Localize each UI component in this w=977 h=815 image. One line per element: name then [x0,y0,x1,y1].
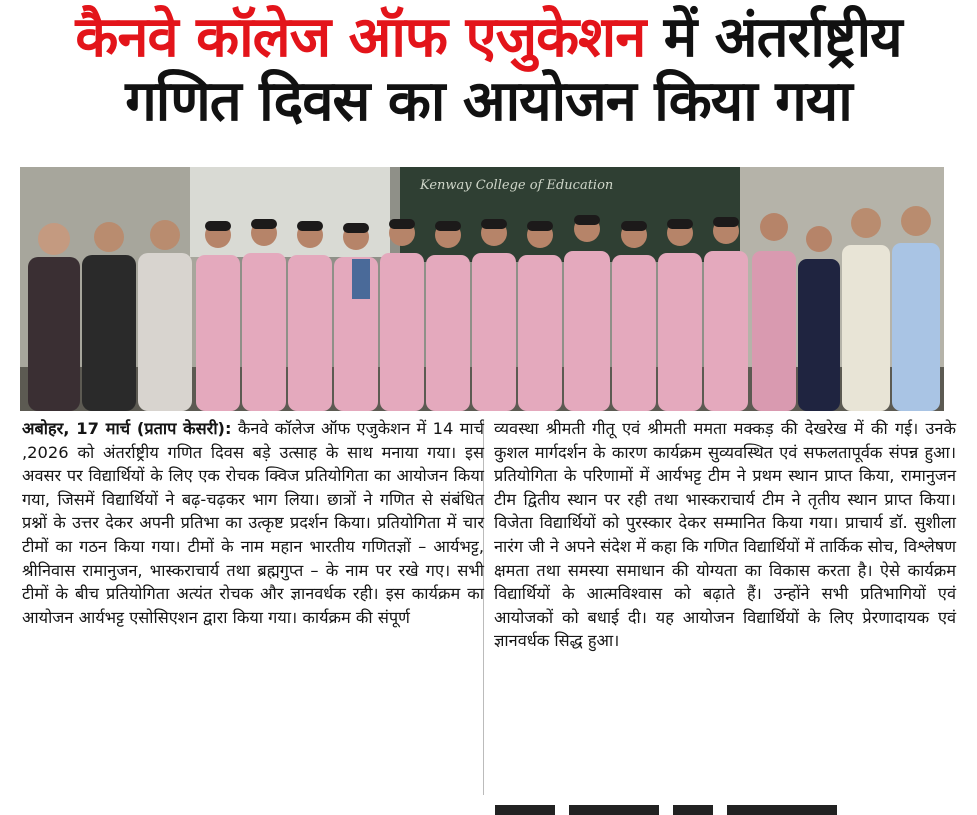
headline-line-2: गणित दिवस का आयोजन किया गया [125,69,852,134]
cropped-next-headline [495,800,935,815]
headline [0,6,977,134]
headline-line-1-rest: में अंतर्राष्ट्रीय [663,5,902,70]
group-photo-illustration [20,167,944,411]
blackboard-text: Kenway College of Education [420,178,614,193]
article-body-left: कैनवे कॉलेज ऑफ एजुकेशन में 14 मार्च ,2026 को अंतर्राष्ट्रीय गणित दिवस बड़े उत्साह के साथ मनाया गया। इस अवसर पर विद्यार्थियों के लिए एक रोचक क्विज प्रतियोगिता का आयोजन किया गया, जिसमें विद्यार्थियों ने बढ़-चढ़कर भाग लिया। छात्रों ने गणित से संबंधित प्रश्नों के उत्तर देकर अपनी प्रतिभा का उत्कृष्ट प्रदर्शन किया। प्रतियोगिता में चार टीमों का गठन किया गया। टीमों के नाम महान भारतीय गणितज्ञों – आर्यभट्ट, श्रीनिवास रामानुजन, भास्कराचार्य तथा ब्रह्मगुप्त – के नाम पर रखे गए। सभी टीमों के बीच प्रतियोगिता अत्यंत रोचक और ज्ञानवर्धक रही। इस कार्यक्रम का आयोजन आर्यभट्ट एसोसिएशन द्वारा किया गया। कार्यक्रम की संपूर्ण [22,419,484,627]
headline-line-1 [0,6,977,70]
article-column-right [494,417,956,653]
headline-college-name: कैनवे कॉलेज ऑफ एजुकेशन [75,5,646,70]
group-photo [20,167,944,411]
article-paragraph-left [22,417,484,629]
article-column-left [22,417,484,629]
article-body-right: व्यवस्था श्रीमती गीतू एवं श्रीमती ममता मक्कड़ की देखरेख में की गई। उनके कुशल मार्गदर्शन के कारण कार्यक्रम सुव्यवस्थित एवं सफलतापूर्वक संपन्न हुआ। प्रतियोगिता के परिणामों में आर्यभट्ट टीम ने प्रथम स्थान प्राप्त किया, रामानुजन टीम द्वितीय स्थान पर रही तथा भास्कराचार्य टीम ने तृतीय स्थान प्राप्त किया। विजेता विद्यार्थियों को पुरस्कार देकर सम्मानित किया गया। प्राचार्य डॉ. सुशीला नारंग जी ने अपने संदेश में कहा कि गणित विद्यार्थियों में तार्किक सोच, विश्लेषण क्षमता तथा समस्या समाधान की योग्यता का विकास करता है। ऐसे कार्यक्रम विद्यार्थियों के आत्मविश्वास को बढ़ाते हैं। उन्होंने सभी प्रतिभागियों एवं आयोजकों को बधाई दी। यह आयोजन विद्यार्थियों के लिए प्रेरणादायक एवं ज्ञानवर्धक सिद्ध हुआ। [494,419,956,651]
article-dateline: अबोहर, 17 मार्च (प्रताप केसरी): [22,419,232,438]
